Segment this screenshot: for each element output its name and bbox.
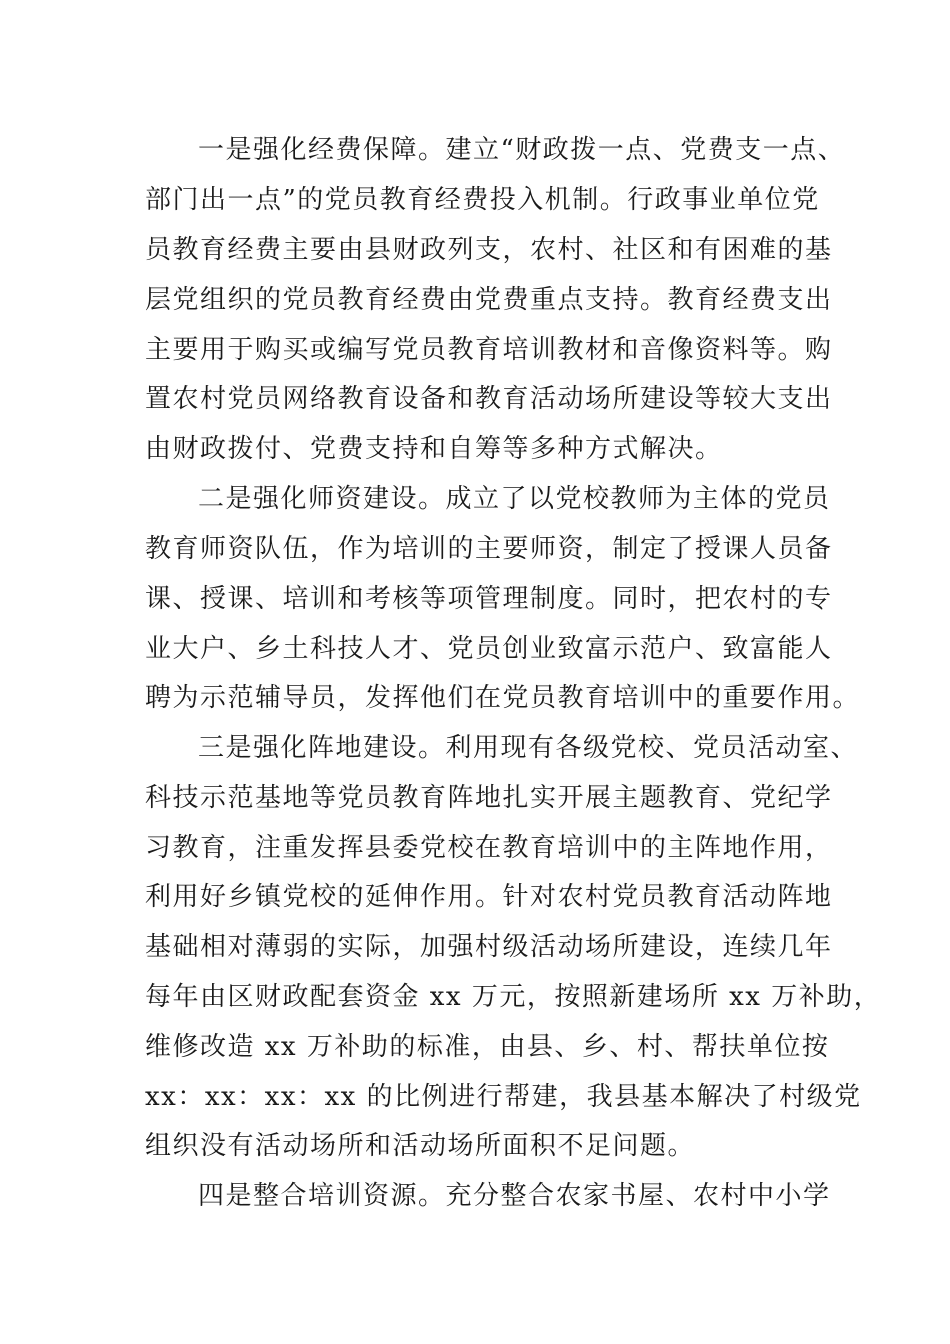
paragraph-3-line-2: 科技示范基地等党员教育阵地扎实开展主题教育、党纪学 [145, 783, 833, 813]
paragraph-3-line-7: 维修改造 xx 万补助的标准，由县、乡、村、帮扶单位按 [145, 1032, 830, 1062]
paragraph-3-line-6: 每年由区财政配套资金 xx 万元，按照新建场所 xx 万补助， [145, 982, 882, 1012]
paragraph-2-line-4: 业大户、乡土科技人才、党员创业致富示范户、致富能人 [145, 634, 833, 664]
paragraph-1-line-7: 由财政拨付、党费支持和自筹等多种方式解决。 [145, 434, 723, 464]
paragraph-1-line-5: 主要用于购买或编写党员教育培训教材和音像资料等。购 [145, 335, 833, 365]
paragraph-3-line-1: 三是强化阵地建设。利用现有各级党校、党员活动室、 [198, 733, 859, 763]
paragraph-1-line-2: 部门出一点”的党员教育经费投入机制。行政事业单位党 [145, 185, 820, 215]
paragraph-3-line-8: xx：xx：xx：xx 的比例进行帮建，我县基本解决了村级党 [145, 1082, 862, 1112]
paragraph-4-line-1: 四是整合培训资源。充分整合农家书屋、农村中小学 [198, 1181, 831, 1211]
paragraph-2-line-3: 课、授课、培训和考核等项管理制度。同时，把农村的专 [145, 584, 833, 614]
paragraph-3-line-5: 基础相对薄弱的实际，加强村级活动场所建设，连续几年 [145, 932, 833, 962]
paragraph-1-line-4: 层党组织的党员教育经费由党费重点支持。教育经费支出 [145, 285, 833, 315]
paragraph-1-line-1: 一是强化经费保障。建立“财政拨一点、党费支一点、 [198, 135, 846, 165]
paragraph-3-line-3: 习教育，注重发挥县委党校在教育培训中的主阵地作用， [145, 833, 833, 863]
paragraph-1-line-6: 置农村党员网络教育设备和教育活动场所建设等较大支出 [145, 384, 833, 414]
paragraph-2-line-1: 二是强化师资建设。成立了以党校教师为主体的党员 [198, 484, 831, 514]
paragraph-2-line-5: 聘为示范辅导员，发挥他们在党员教育培训中的重要作用。 [145, 683, 861, 713]
paragraph-1-line-3: 员教育经费主要由县财政列支，农村、社区和有困难的基 [145, 235, 833, 265]
paragraph-3-line-9: 组织没有活动场所和活动场所面积不足问题。 [145, 1131, 696, 1161]
paragraph-3-line-4: 利用好乡镇党校的延伸作用。针对农村党员教育活动阵地 [145, 882, 833, 912]
paragraph-2-line-2: 教育师资队伍，作为培训的主要师资，制定了授课人员备 [145, 534, 833, 564]
